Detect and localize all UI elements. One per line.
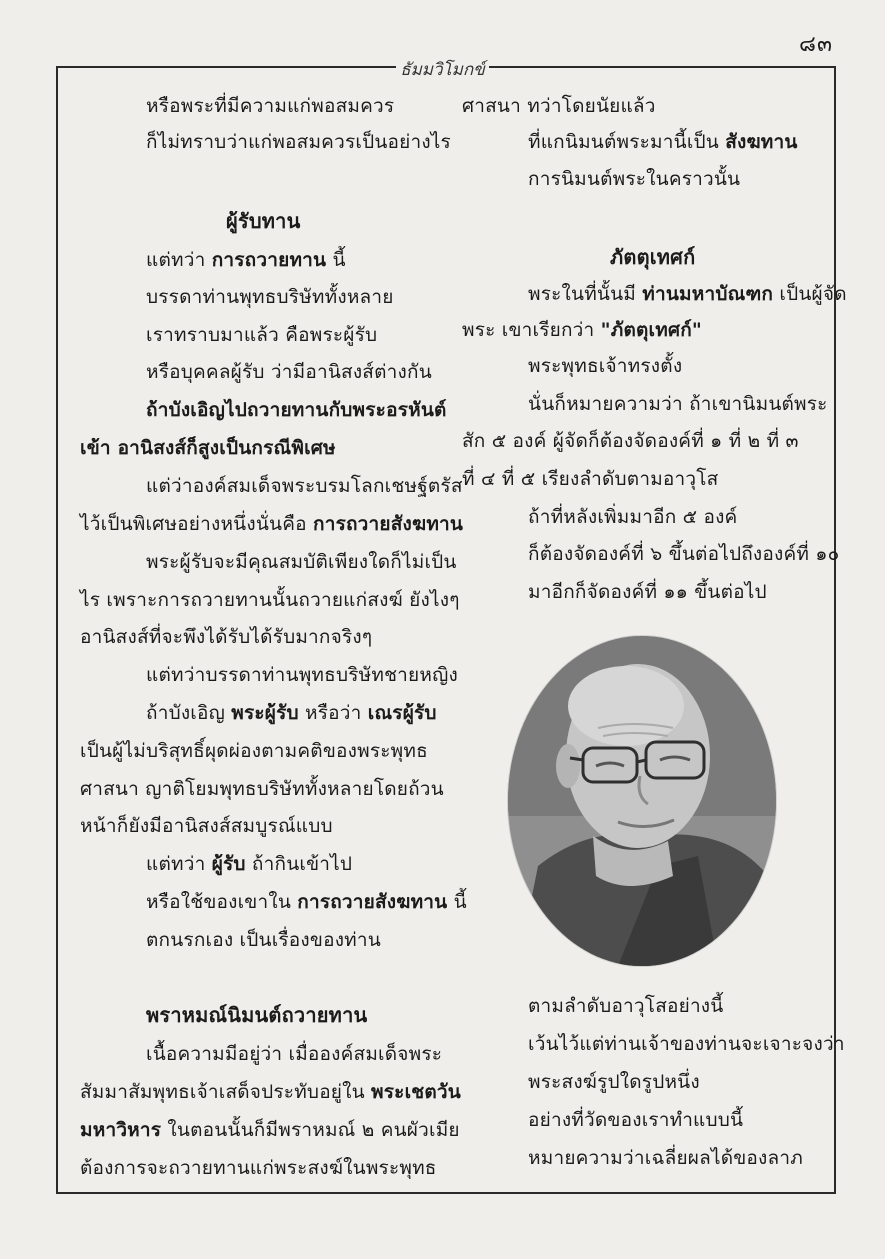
text-line: ไร เพราะการถวายทานนั้นถวายแก่สงฆ์ ยังไงๆ: [80, 589, 460, 611]
text-line: เนื้อความมีอยู่ว่า เมื่อองค์สมเด็จพระ: [146, 1043, 443, 1065]
text-line: ตามลำดับอาวุโสอย่างนี้: [528, 995, 724, 1017]
text-line: ศาสนา ญาติโยมพุทธบริษัททั้งหลายโดยถ้วน: [80, 778, 444, 800]
text-line: ต้องการจะถวายทานแก่พระสงฆ์ในพระพุทธ: [80, 1157, 437, 1179]
text-line: นั่นก็หมายความว่า ถ้าเขานิมนต์พระ: [528, 393, 828, 415]
text-line: เราทราบมาแล้ว คือพระผู้รับ: [146, 324, 378, 346]
text-line: หรือใช้ของเขาใน การถวายสังฆทาน นี้: [146, 891, 467, 913]
section-heading: ภัตตุเทศก์: [610, 245, 696, 269]
section-heading: ผู้รับทาน: [226, 209, 301, 233]
text-line: พระพุทธเจ้าทรงตั้ง: [528, 355, 683, 377]
text-line: สัมมาสัมพุทธเจ้าเสด็จประทับอยู่ใน พระเชตวัน: [80, 1081, 461, 1103]
text-line: อย่างที่วัดของเราทำแบบนี้: [528, 1109, 744, 1131]
text-line: แต่ทว่า การถวายทาน นี้: [146, 249, 346, 271]
text-line: ถ้าที่หลังเพิ่มมาอีก ๕ องค์: [528, 506, 738, 528]
text-line: ที่แกนิมนต์พระมานี้เป็น สังฆทาน: [528, 131, 798, 153]
text-line: หน้าก็ยังมีอานิสงส์สมบูรณ์แบบ: [80, 815, 333, 837]
text-line: แต่ทว่า ผู้รับ ถ้ากินเข้าไป: [146, 853, 353, 875]
text-line: แต่ทว่าบรรดาท่านพุทธบริษัทชายหญิง: [146, 664, 458, 686]
text-line: เป็นผู้ไม่บริสุทธิ์ผุดผ่องตามคติของพระพุทธ: [80, 740, 428, 762]
text-line: บรรดาท่านพุทธบริษัททั้งหลาย: [146, 286, 394, 308]
text-line: แต่ว่าองค์สมเด็จพระบรมโลกเชษฐ์ตรัส: [146, 475, 463, 497]
text-line: หมายความว่าเฉลี่ยผลได้ของลาภ: [528, 1147, 803, 1169]
text-line: พระสงฆ์รูปใดรูปหนึ่ง: [528, 1071, 700, 1093]
section-heading: พราหมณ์นิมนต์ถวายทาน: [146, 1003, 368, 1027]
text-line: ศาสนา ทว่าโดยนัยแล้ว: [462, 95, 656, 117]
text-line: อานิสงส์ที่จะพึงได้รับได้รับมากจริงๆ: [80, 626, 373, 648]
text-line: สัก ๕ องค์ ผู้จัดก็ต้องจัดองค์ที่ ๑ ที่ ๒ ที่ ๓: [462, 430, 799, 452]
text-line: มหาวิหาร ในตอนนั้นก็มีพราหมณ์ ๒ คนผัวเมีย: [80, 1119, 460, 1141]
text-line: เว้นไว้แต่ท่านเจ้าของท่านจะเจาะจงว่า: [528, 1033, 845, 1055]
text-line: การนิมนต์พระในคราวนั้น: [528, 168, 741, 190]
text-line: พระผู้รับจะมีคุณสมบัติเพียงใดก็ไม่เป็น: [146, 551, 457, 573]
text-line: เข้า อานิสงส์ก็สูงเป็นกรณีพิเศษ: [80, 437, 336, 459]
text-line: ไว้เป็นพิเศษอย่างหนึ่งนั่นคือ การถวายสังฆทาน: [80, 513, 464, 535]
page-number: ๘๓: [798, 32, 833, 57]
text-line: ตกนรกเอง เป็นเรื่องของท่าน: [146, 929, 381, 951]
text-line: หรือบุคคลผู้รับ ว่ามีอานิสงส์ต่างกัน: [146, 361, 432, 383]
text-line: พระ เขาเรียกว่า "ภัตตุเทศก์": [462, 319, 703, 341]
monk-portrait-photo: [508, 636, 776, 966]
text-line: ที่ ๔ ที่ ๕ เรียงลำดับตามอาวุโส: [462, 468, 719, 490]
text-line: พระในที่นั้นมี ท่านมหาบัณฑก เป็นผู้จัด: [528, 283, 847, 305]
running-header: ธัมมวิโมกข์: [396, 60, 489, 80]
text-line: ถ้าบังเอิญไปถวายทานกับพระอรหันต์: [146, 399, 447, 421]
text-line: ถ้าบังเอิญ พระผู้รับ หรือว่า เณรผู้รับ: [146, 702, 437, 724]
text-line: ก็ต้องจัดองค์ที่ ๖ ขึ้นต่อไปถึงองค์ที่ ๑๐: [528, 543, 840, 565]
text-line: หรือพระที่มีความแก่พอสมควร: [146, 95, 395, 117]
text-line: ก็ไม่ทราบว่าแก่พอสมควรเป็นอย่างไร: [146, 131, 451, 153]
text-line: มาอีกก็จัดองค์ที่ ๑๑ ขึ้นต่อไป: [528, 581, 767, 603]
